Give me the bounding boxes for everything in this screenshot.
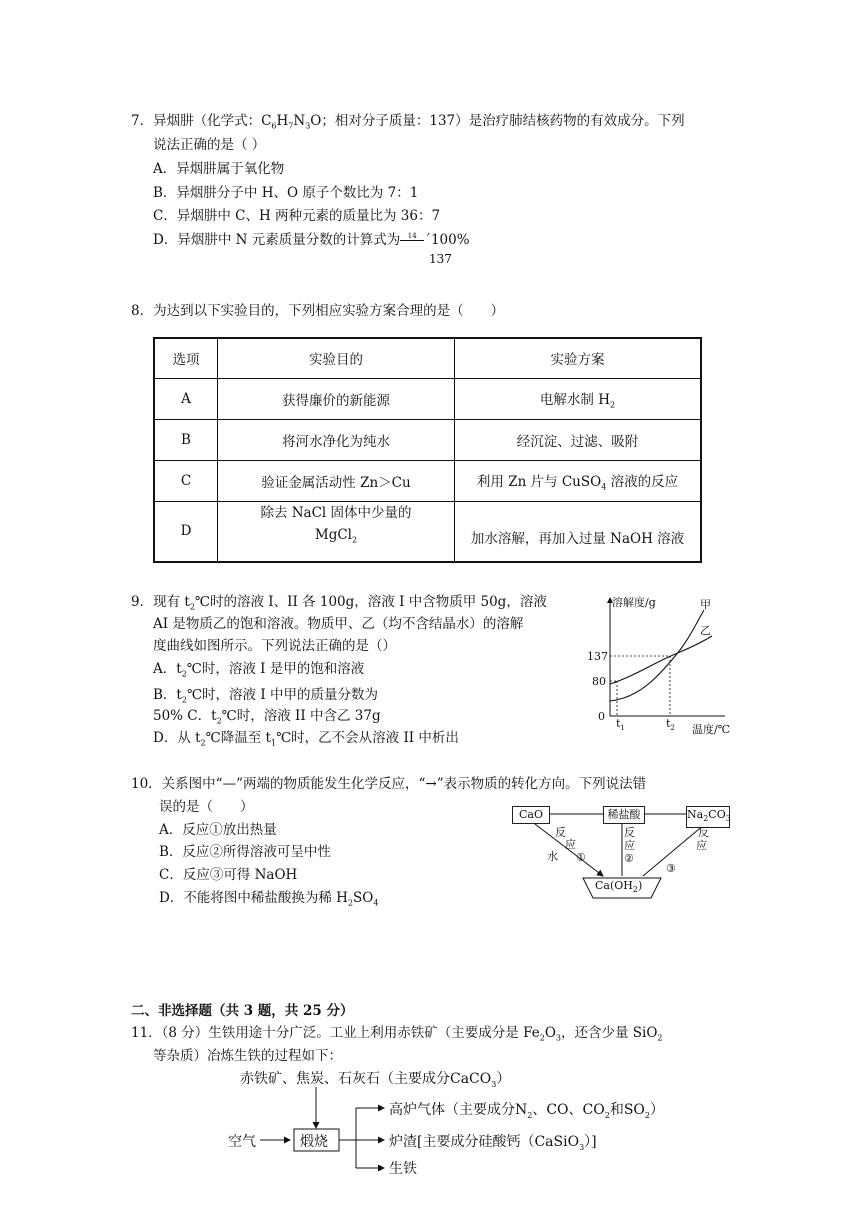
q10-line2: 误的是（ ） xyxy=(159,799,254,815)
flow-out2-b: ）] xyxy=(584,1134,597,1150)
caoh2-b: ) xyxy=(637,879,643,892)
q8-row-c-plan xyxy=(455,460,702,501)
q11-s3: 2 xyxy=(657,1033,663,1043)
q8-row-c-goal: 验证金属活动性 Zn＞Cu xyxy=(218,460,455,501)
r2-c2: 应 xyxy=(624,839,635,852)
q9-option-d xyxy=(153,726,459,748)
caoh2-label xyxy=(595,879,642,894)
q9-bc-sub: 2 xyxy=(216,716,222,726)
flow-out1-d: ） xyxy=(650,1102,664,1118)
q7-line2: 说法正确的是（ ） xyxy=(153,137,266,153)
q7-option-a: A．异烟肼属于氧化物 xyxy=(153,161,285,177)
curve-jia xyxy=(610,610,704,701)
q9-line2: AI 是物质乙的饱和溶液。物质甲、乙（均不含结晶水）的溶解 xyxy=(153,616,524,632)
flow-out1-a: 高炉气体（主要成分N xyxy=(389,1102,528,1118)
q9-line3: 度曲线如图所示。下列说法正确的是（） xyxy=(153,638,396,654)
q9-l1-a: 9．现有 t xyxy=(131,594,190,610)
q9-d-sub1: 2 xyxy=(200,738,206,748)
flow-furnace: 煅烧 xyxy=(300,1134,328,1150)
q11-b: O xyxy=(544,1025,556,1041)
q8-row-a-plan xyxy=(455,378,702,419)
na2co3-s2: 3 xyxy=(725,814,731,824)
q9-bc-b: ℃时，溶液 II 中含乙 37g xyxy=(221,708,381,724)
graph-origin: 0 xyxy=(598,710,605,723)
graph-tick-t1 xyxy=(616,717,625,732)
q8-row-c-option: C xyxy=(154,460,218,501)
q7-option-d xyxy=(153,228,470,248)
graph-label-jia: 甲 xyxy=(700,598,711,611)
q9-a-a: A．t xyxy=(153,661,182,677)
flow-out2-s: 3 xyxy=(579,1142,585,1152)
r3-c3: ③ xyxy=(666,862,676,875)
q7-option-c: C．异烟肼中 C、H 两种元素的质量比为 36：7 xyxy=(153,208,441,224)
solubility-graph xyxy=(580,590,740,740)
q7-d-denominator: 137 xyxy=(429,252,452,266)
t1-text: t xyxy=(616,717,621,730)
flow-out1-s1: 2 xyxy=(527,1110,533,1120)
q9-l1-b: ℃时的溶液 I、II 各 100g，溶液 I 中含物质甲 50g，溶液 xyxy=(194,594,547,610)
r1-c2: 应 xyxy=(565,838,576,851)
q7-h: H xyxy=(276,113,289,129)
graph-tick-137: 137 xyxy=(587,650,608,663)
q9-d-b: ℃降温至 t xyxy=(205,730,271,746)
q8-row-d-plan: 加水溶解，再加入过量 NaOH 溶液 xyxy=(455,501,702,562)
q8-row-a-plan-sub: 2 xyxy=(609,400,616,410)
q11-s2: 3 xyxy=(555,1033,561,1043)
table-row xyxy=(154,378,701,419)
flow-air: 空气 xyxy=(228,1134,256,1150)
reaction-2-label xyxy=(624,826,635,865)
hcl-box: 稀盐酸 xyxy=(603,806,645,824)
flow-out1-s2: 2 xyxy=(604,1110,610,1120)
graph-xlabel: 温度/℃ xyxy=(692,723,731,736)
q10-option-b: B．反应②所得溶液可呈中性 xyxy=(159,844,331,860)
q7-sub-h: 7 xyxy=(288,121,294,131)
q7-option-b: B．异烟肼分子中 H、O 原子个数比为 7：1 xyxy=(153,185,419,201)
graph-tick-t2 xyxy=(666,717,675,732)
q11-s1: 2 xyxy=(539,1033,545,1043)
q8-row-c-plan-text: 利用 Zn 片与 CuSO xyxy=(476,473,602,490)
graph-ylabel: 溶解度/g xyxy=(612,596,656,609)
q9-a-b: ℃时，溶液 I 是甲的饱和溶液 xyxy=(186,661,365,677)
curve-yi xyxy=(610,636,712,684)
q8-row-d-goal-sub: 2 xyxy=(352,535,358,545)
t2-text: t xyxy=(666,717,671,730)
q10-d-a: D．不能将图中稀盐酸换为稀 H xyxy=(159,890,348,906)
q8-row-c-plan-tail: 溶液的反应 xyxy=(606,473,679,490)
q9-d-c: ℃时，乙不会从溶液 II 中析出 xyxy=(276,730,459,746)
q8-table-header xyxy=(154,338,701,378)
q7-d-post: ´100% xyxy=(424,232,470,248)
q8-header-plan: 实验方案 xyxy=(455,338,702,378)
q7-stem-a: 7．异烟肼（化学式：C xyxy=(131,113,272,129)
r1-c3: 水 xyxy=(547,850,558,863)
q9-d-sub2: 1 xyxy=(270,738,277,748)
q8-row-b-goal: 将河水净化为纯水 xyxy=(218,419,455,460)
na2co3-a: Na xyxy=(687,808,704,821)
q11-c: ，还含少量 SiO xyxy=(560,1025,658,1041)
q9-b-sub: 2 xyxy=(181,695,187,705)
q9-b-b: ℃时，溶液 I 中甲的质量分数为 xyxy=(186,687,378,703)
caoh2-s: 2 xyxy=(632,885,638,895)
section2-title: 二、非选择题（共 3 题，共 25 分） xyxy=(131,1003,354,1019)
t1-sub: 1 xyxy=(620,724,625,732)
flow-out2-a: 炉渣[主要成分硅酸钙（CaSiO xyxy=(389,1134,580,1150)
q11-line2: 等杂质）冶炼生铁的过程如下： xyxy=(153,1048,342,1064)
r1-c4: ① xyxy=(576,851,586,864)
cao-box: CaO xyxy=(512,806,550,824)
r1-c1: 反 xyxy=(555,826,566,839)
q7-line1 xyxy=(131,109,685,131)
caoh2-a: Ca(OH xyxy=(595,879,633,892)
q9-option-a xyxy=(153,657,364,679)
q8-row-d-goal-line2 xyxy=(218,524,454,552)
table-row xyxy=(154,419,701,460)
r3-c1: 反 xyxy=(698,826,709,839)
q10-d-sub1: 2 xyxy=(347,898,353,908)
q8-row-c-plan-sub: 4 xyxy=(601,482,607,492)
na2co3-s1: 2 xyxy=(703,814,709,824)
q8-table xyxy=(153,337,702,563)
flow-top-a: 赤铁矿、焦炭、石灰石（主要成分CaCO xyxy=(240,1071,492,1087)
q8-header-option: 选项 xyxy=(154,338,218,378)
flow-output-slag xyxy=(389,1131,597,1152)
q9-d-a: D．从 t xyxy=(153,730,201,746)
q10-option-c: C．反应③可得 NaOH xyxy=(159,867,298,883)
q7-d-pre: D．异烟肼中 N 元素质量分数的计算式为 xyxy=(153,232,401,248)
q7-sub-n: 3 xyxy=(305,121,311,131)
graph-label-yi: 乙 xyxy=(700,624,711,637)
q10-option-d xyxy=(159,886,378,908)
q10-d-b: SO xyxy=(352,890,374,906)
q7-stem-b: O；相对分子质量：137）是治疗肺结核药物的有效成分。下列 xyxy=(310,113,685,129)
flow-out1-c: 和SO xyxy=(609,1102,645,1118)
na2co3-box xyxy=(686,806,730,828)
flow-raw-materials xyxy=(240,1068,510,1089)
flow-top-s: 3 xyxy=(491,1079,497,1089)
table-row xyxy=(154,460,701,501)
q10-d-sub2: 4 xyxy=(373,898,379,908)
q8-row-a-option: A xyxy=(154,378,218,419)
q8-header-goal: 实验目的 xyxy=(218,338,455,378)
q8-row-d-goal-mgcl: MgCl xyxy=(314,526,353,543)
q11-line1 xyxy=(131,1021,663,1043)
q9-a-sub: 2 xyxy=(181,669,187,679)
q9-bc-a: 50% C．t xyxy=(153,708,217,724)
q11-a: 11．（8 分）生铁用途十分广泛。工业上利用赤铁矿（主要成分是 Fe xyxy=(131,1025,540,1041)
q9-option-bc xyxy=(153,704,381,726)
q8-row-a-goal: 获得廉价的新能源 xyxy=(218,378,455,419)
q8-stem: 8．为达到以下实验目的，下列相应实验方案合理的是（ ） xyxy=(131,303,505,319)
q10-option-a: A．反应①放出热量 xyxy=(159,822,277,838)
q8-row-d-goal xyxy=(218,501,455,562)
q7-sub-c: 6 xyxy=(271,121,277,131)
q9-option-b xyxy=(153,683,378,705)
flow-output-iron: 生铁 xyxy=(389,1161,417,1177)
r2-c3: ② xyxy=(624,852,634,865)
q8-row-b-plan: 经沉淀、过滤、吸附 xyxy=(455,419,702,460)
r3-c2: 应 xyxy=(696,839,707,852)
q9-line1 xyxy=(131,590,547,612)
table-row xyxy=(154,501,701,562)
t2-sub: 2 xyxy=(670,724,675,732)
flow-out1-s3: 2 xyxy=(644,1110,650,1120)
q10-line1: 10．关系图中“—”两端的物质能发生化学反应，“→”表示物质的转化方向。下列说法错 xyxy=(131,776,647,792)
q8-row-b-option: B xyxy=(154,419,218,460)
q8-row-a-plan-text: 电解水制 H xyxy=(539,391,610,408)
flow-out1-b: 、CO、CO xyxy=(532,1102,605,1118)
q8-row-d-goal-line1: 除去 NaCl 固体中少量的 xyxy=(260,504,412,521)
na2co3-b: CO xyxy=(708,808,726,821)
q8-row-d-option: D xyxy=(154,501,218,562)
flow-output-gas xyxy=(389,1099,664,1120)
graph-tick-80: 80 xyxy=(592,675,606,688)
q7-n: N xyxy=(293,113,306,129)
flow-top-b: ） xyxy=(496,1071,511,1087)
q7-d-numerator: 14 xyxy=(400,232,424,241)
r2-c1: 反 xyxy=(624,826,635,839)
q9-b-a: B．t xyxy=(153,687,182,703)
q9-l1-sub: 2 xyxy=(189,602,195,612)
